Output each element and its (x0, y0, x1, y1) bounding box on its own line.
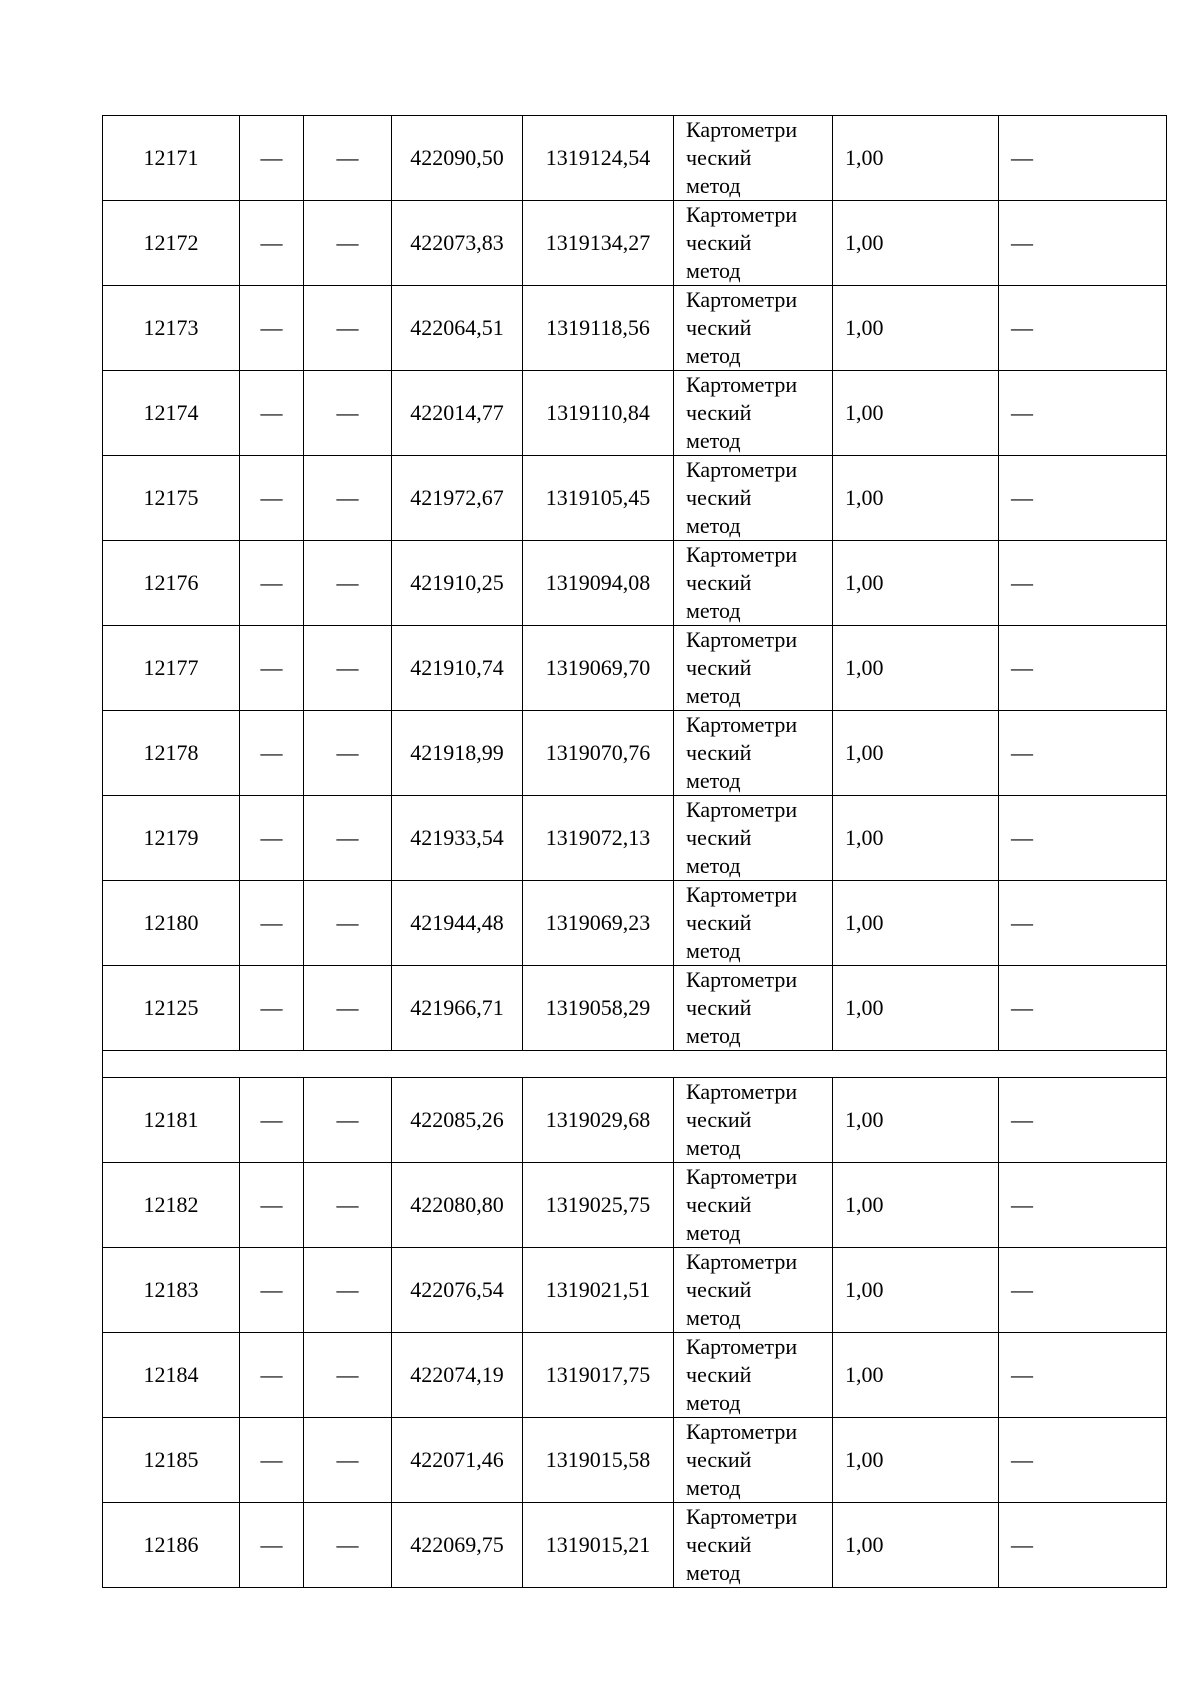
method-text-line: метод (686, 513, 741, 538)
method-cell (674, 1333, 833, 1418)
point-number-cell: 12180 (103, 881, 240, 966)
y-coordinate-cell: 1319021,51 (523, 1248, 674, 1333)
method-text-line: ческий (686, 1192, 752, 1217)
last-dash-cell: — (999, 541, 1167, 626)
accuracy-cell: 1,00 (833, 541, 999, 626)
dash-cell: — (304, 796, 392, 881)
method-text-line: ческий (686, 825, 752, 850)
method-text-line: Картометри (686, 1164, 798, 1189)
dash-cell: — (240, 1248, 304, 1333)
table-row (103, 1418, 1167, 1503)
method-text-line: ческий (686, 1362, 752, 1387)
dash-cell: — (240, 1078, 304, 1163)
dash-cell: — (304, 1078, 392, 1163)
dash-cell: — (304, 881, 392, 966)
dash-cell: — (304, 201, 392, 286)
x-coordinate-cell: 422090,50 (392, 116, 523, 201)
method-text-line: Картометри (686, 1079, 798, 1104)
method-cell (674, 1248, 833, 1333)
method-text-line: метод (686, 1023, 741, 1048)
y-coordinate-cell: 1319105,45 (523, 456, 674, 541)
x-coordinate-cell: 422080,80 (392, 1163, 523, 1248)
accuracy-cell: 1,00 (833, 116, 999, 201)
point-number-cell: 12184 (103, 1333, 240, 1418)
method-text-line: метод (686, 683, 741, 708)
table-row (103, 116, 1167, 201)
method-text-line: Картометри (686, 117, 798, 142)
dash-cell: — (240, 626, 304, 711)
method-text-line: Картометри (686, 1419, 798, 1444)
y-coordinate-cell: 1319015,21 (523, 1503, 674, 1588)
last-dash-cell: — (999, 286, 1167, 371)
point-number-cell: 12173 (103, 286, 240, 371)
dash-cell: — (240, 1333, 304, 1418)
table-row (103, 1248, 1167, 1333)
x-coordinate-cell: 422074,19 (392, 1333, 523, 1418)
method-text-line: Картометри (686, 372, 798, 397)
y-coordinate-cell: 1319072,13 (523, 796, 674, 881)
table-row (103, 1503, 1167, 1588)
method-text-line: Картометри (686, 797, 798, 822)
dash-cell: — (240, 1163, 304, 1248)
point-number-cell: 12177 (103, 626, 240, 711)
last-dash-cell: — (999, 1078, 1167, 1163)
x-coordinate-cell: 422064,51 (392, 286, 523, 371)
accuracy-cell: 1,00 (833, 201, 999, 286)
method-text-line: ческий (686, 995, 752, 1020)
table-row (103, 711, 1167, 796)
method-text-line: метод (686, 343, 741, 368)
method-text-line: ческий (686, 1107, 752, 1132)
accuracy-cell: 1,00 (833, 966, 999, 1051)
method-text-line: метод (686, 1305, 741, 1330)
accuracy-cell: 1,00 (833, 1418, 999, 1503)
method-cell (674, 626, 833, 711)
method-cell (674, 1503, 833, 1588)
dash-cell: — (240, 201, 304, 286)
last-dash-cell: — (999, 1248, 1167, 1333)
y-coordinate-cell: 1319134,27 (523, 201, 674, 286)
point-number-cell: 12182 (103, 1163, 240, 1248)
method-text-line: ческий (686, 740, 752, 765)
table-row (103, 456, 1167, 541)
method-text-line: Картометри (686, 287, 798, 312)
last-dash-cell: — (999, 711, 1167, 796)
table-row (103, 201, 1167, 286)
last-dash-cell: — (999, 1163, 1167, 1248)
y-coordinate-cell: 1319124,54 (523, 116, 674, 201)
dash-cell: — (240, 1418, 304, 1503)
method-cell (674, 881, 833, 966)
dash-cell: — (240, 711, 304, 796)
x-coordinate-cell: 422085,26 (392, 1078, 523, 1163)
point-number-cell: 12171 (103, 116, 240, 201)
method-text-line: ческий (686, 400, 752, 425)
x-coordinate-cell: 421972,67 (392, 456, 523, 541)
dash-cell: — (304, 541, 392, 626)
dash-cell: — (240, 881, 304, 966)
method-text-line: ческий (686, 315, 752, 340)
accuracy-cell: 1,00 (833, 626, 999, 711)
method-text-line: Картометри (686, 542, 798, 567)
dash-cell: — (240, 1503, 304, 1588)
accuracy-cell: 1,00 (833, 456, 999, 541)
method-text-line: метод (686, 428, 741, 453)
dash-cell: — (240, 796, 304, 881)
x-coordinate-cell: 421918,99 (392, 711, 523, 796)
table-body (103, 116, 1167, 1588)
table-row (103, 1078, 1167, 1163)
y-coordinate-cell: 1319069,23 (523, 881, 674, 966)
x-coordinate-cell: 422073,83 (392, 201, 523, 286)
method-text-line: Картометри (686, 1504, 798, 1529)
method-text-line: метод (686, 598, 741, 623)
dash-cell: — (304, 1248, 392, 1333)
x-coordinate-cell: 421910,25 (392, 541, 523, 626)
method-text-line: метод (686, 768, 741, 793)
dash-cell: — (304, 371, 392, 456)
x-coordinate-cell: 422076,54 (392, 1248, 523, 1333)
point-number-cell: 12181 (103, 1078, 240, 1163)
dash-cell: — (304, 116, 392, 201)
method-text-line: метод (686, 1560, 741, 1585)
method-text-line: метод (686, 1475, 741, 1500)
accuracy-cell: 1,00 (833, 371, 999, 456)
method-text-line: Картометри (686, 457, 798, 482)
method-text-line: ческий (686, 230, 752, 255)
coordinates-table (102, 115, 1167, 1588)
dash-cell: — (304, 1418, 392, 1503)
method-text-line: ческий (686, 910, 752, 935)
table-row (103, 881, 1167, 966)
accuracy-cell: 1,00 (833, 1248, 999, 1333)
method-cell (674, 456, 833, 541)
last-dash-cell: — (999, 1418, 1167, 1503)
point-number-cell: 12179 (103, 796, 240, 881)
method-text-line: ческий (686, 1277, 752, 1302)
table-row (103, 541, 1167, 626)
table-row (103, 286, 1167, 371)
point-number-cell: 12174 (103, 371, 240, 456)
method-text-line: метод (686, 1135, 741, 1160)
x-coordinate-cell: 421933,54 (392, 796, 523, 881)
last-dash-cell: — (999, 881, 1167, 966)
method-cell (674, 711, 833, 796)
y-coordinate-cell: 1319069,70 (523, 626, 674, 711)
method-text-line: ческий (686, 1532, 752, 1557)
dash-cell: — (304, 966, 392, 1051)
y-coordinate-cell: 1319070,76 (523, 711, 674, 796)
method-cell (674, 116, 833, 201)
y-coordinate-cell: 1319015,58 (523, 1418, 674, 1503)
method-text-line: ческий (686, 1447, 752, 1472)
accuracy-cell: 1,00 (833, 1078, 999, 1163)
dash-cell: — (304, 626, 392, 711)
dash-cell: — (304, 286, 392, 371)
table-row (103, 796, 1167, 881)
accuracy-cell: 1,00 (833, 1163, 999, 1248)
dash-cell: — (240, 371, 304, 456)
x-coordinate-cell: 421944,48 (392, 881, 523, 966)
y-coordinate-cell: 1319058,29 (523, 966, 674, 1051)
table-row (103, 1163, 1167, 1248)
y-coordinate-cell: 1319094,08 (523, 541, 674, 626)
method-text-line: метод (686, 258, 741, 283)
accuracy-cell: 1,00 (833, 881, 999, 966)
method-text-line: Картометри (686, 882, 798, 907)
method-text-line: метод (686, 1390, 741, 1415)
method-text-line: ческий (686, 485, 752, 510)
method-text-line: Картометри (686, 627, 798, 652)
y-coordinate-cell: 1319025,75 (523, 1163, 674, 1248)
dash-cell: — (304, 711, 392, 796)
dash-cell: — (304, 1503, 392, 1588)
last-dash-cell: — (999, 966, 1167, 1051)
method-cell (674, 1078, 833, 1163)
dash-cell: — (240, 286, 304, 371)
last-dash-cell: — (999, 796, 1167, 881)
separator-cell (103, 1051, 1167, 1078)
method-cell (674, 286, 833, 371)
last-dash-cell: — (999, 371, 1167, 456)
last-dash-cell: — (999, 456, 1167, 541)
method-text-line: метод (686, 173, 741, 198)
y-coordinate-cell: 1319118,56 (523, 286, 674, 371)
method-text-line: Картометри (686, 712, 798, 737)
point-number-cell: 12172 (103, 201, 240, 286)
method-text-line: метод (686, 1220, 741, 1245)
x-coordinate-cell: 421910,74 (392, 626, 523, 711)
point-number-cell: 12125 (103, 966, 240, 1051)
dash-cell: — (240, 456, 304, 541)
last-dash-cell: — (999, 201, 1167, 286)
dash-cell: — (304, 1163, 392, 1248)
table-row (103, 626, 1167, 711)
method-cell (674, 796, 833, 881)
method-cell (674, 371, 833, 456)
dash-cell: — (304, 1333, 392, 1418)
x-coordinate-cell: 422014,77 (392, 371, 523, 456)
accuracy-cell: 1,00 (833, 1503, 999, 1588)
last-dash-cell: — (999, 1503, 1167, 1588)
x-coordinate-cell: 422069,75 (392, 1503, 523, 1588)
method-text-line: метод (686, 853, 741, 878)
method-cell (674, 966, 833, 1051)
accuracy-cell: 1,00 (833, 286, 999, 371)
point-number-cell: 12185 (103, 1418, 240, 1503)
y-coordinate-cell: 1319017,75 (523, 1333, 674, 1418)
y-coordinate-cell: 1319029,68 (523, 1078, 674, 1163)
last-dash-cell: — (999, 626, 1167, 711)
method-text-line: метод (686, 938, 741, 963)
method-text-line: Картометри (686, 967, 798, 992)
dash-cell: — (304, 456, 392, 541)
method-cell (674, 1418, 833, 1503)
point-number-cell: 12178 (103, 711, 240, 796)
dash-cell: — (240, 966, 304, 1051)
method-text-line: ческий (686, 145, 752, 170)
method-text-line: Картометри (686, 202, 798, 227)
method-text-line: Картометри (686, 1334, 798, 1359)
table-row (103, 1333, 1167, 1418)
point-number-cell: 12176 (103, 541, 240, 626)
method-cell (674, 541, 833, 626)
separator-row (103, 1051, 1167, 1078)
point-number-cell: 12183 (103, 1248, 240, 1333)
method-text-line: ческий (686, 655, 752, 680)
x-coordinate-cell: 422071,46 (392, 1418, 523, 1503)
method-cell (674, 201, 833, 286)
point-number-cell: 12186 (103, 1503, 240, 1588)
table-row (103, 966, 1167, 1051)
point-number-cell: 12175 (103, 456, 240, 541)
table-row (103, 371, 1167, 456)
dash-cell: — (240, 541, 304, 626)
accuracy-cell: 1,00 (833, 1333, 999, 1418)
dash-cell: — (240, 116, 304, 201)
method-cell (674, 1163, 833, 1248)
method-text-line: ческий (686, 570, 752, 595)
last-dash-cell: — (999, 116, 1167, 201)
accuracy-cell: 1,00 (833, 796, 999, 881)
accuracy-cell: 1,00 (833, 711, 999, 796)
y-coordinate-cell: 1319110,84 (523, 371, 674, 456)
last-dash-cell: — (999, 1333, 1167, 1418)
method-text-line: Картометри (686, 1249, 798, 1274)
x-coordinate-cell: 421966,71 (392, 966, 523, 1051)
